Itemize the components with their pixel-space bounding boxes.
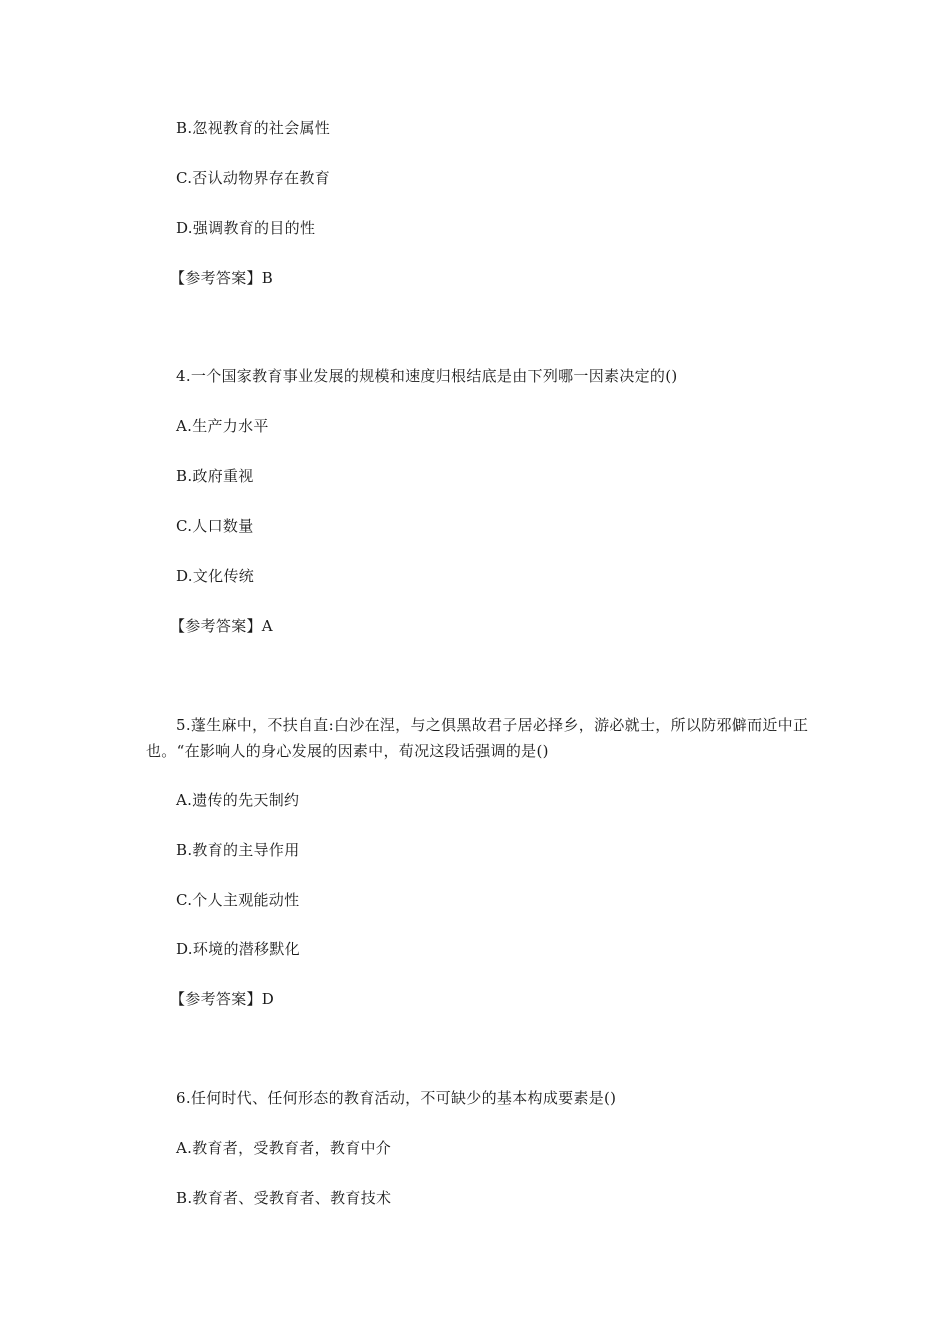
question-4-text: 4.一个国家教育事业发展的规模和速度归根结底是由下列哪一因素决定的() xyxy=(176,367,678,385)
question-4-option-a: A.生产力水平 xyxy=(176,417,269,435)
question-6-option-a: A.教育者，受教育者，教育中介 xyxy=(176,1139,392,1157)
answer-label: 【参考答案】B xyxy=(170,269,274,287)
option-b: B.忽视教育的社会属性 xyxy=(176,119,331,137)
question-5-option-c: C.个人主观能动性 xyxy=(176,891,300,909)
question-4-answer: 【参考答案】A xyxy=(170,617,273,635)
question-4-option-d: D.文化传统 xyxy=(176,567,255,585)
question-5-answer: 【参考答案】D xyxy=(170,990,275,1008)
question-5-text: 5.蓬生麻中，不扶自直:白沙在涅，与之俱黑故君子居必择乡，游必就士，所以防邪僻而近中正也。“在影响人的身心发展的因素中，荀况这段话强调的是() xyxy=(146,716,809,760)
question-5-option-a: A.遗传的先天制约 xyxy=(176,791,300,809)
question-6-option-b: B.教育者、受教育者、教育技术 xyxy=(176,1189,392,1207)
question-4-option-c: C.人口数量 xyxy=(176,517,254,535)
option-c: C.否认动物界存在教育 xyxy=(176,169,331,187)
question-5-option-d: D.环境的潜移默化 xyxy=(176,940,300,958)
question-5-option-b: B.教育的主导作用 xyxy=(176,841,300,859)
question-4-option-b: B.政府重视 xyxy=(176,467,254,485)
question-6-text: 6.任何时代、任何形态的教育活动，不可缺少的基本构成要素是() xyxy=(176,1089,617,1107)
option-d: D.强调教育的目的性 xyxy=(176,219,316,237)
